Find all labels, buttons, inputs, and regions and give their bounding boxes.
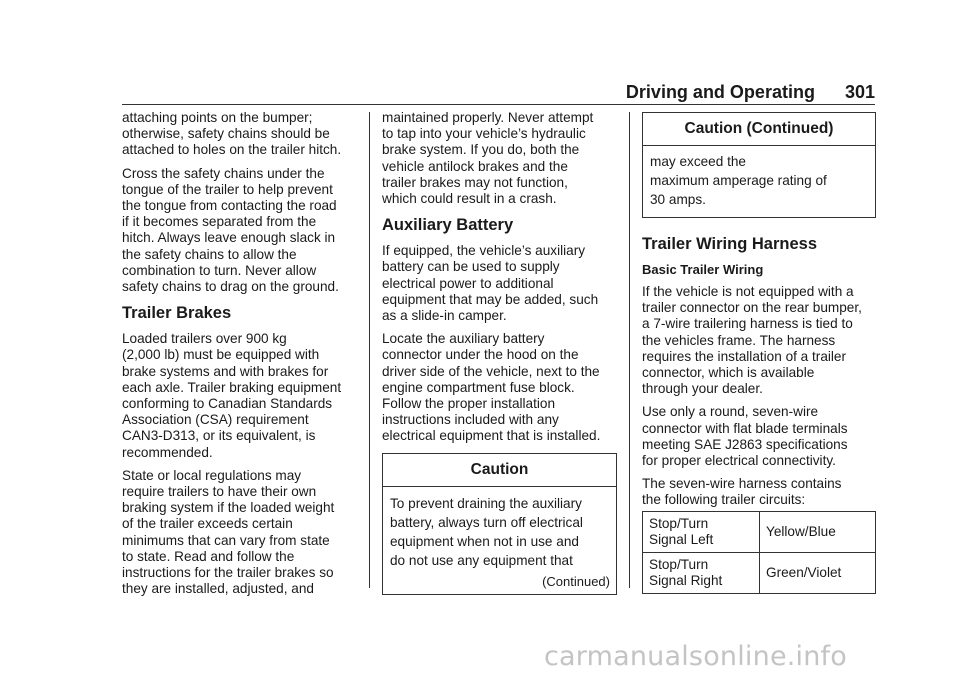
paragraph-harness-info: If the vehicle is not equipped with a trailer connector on the rear bumper, a 7-wire trailering harness is tied to the vehicles frame. The harness requires the installation of a trailer connector, which is available through your dealer.	[642, 284, 862, 397]
caution-box	[382, 453, 617, 595]
page-header	[122, 82, 875, 106]
heading-trailer-wiring-harness: Trailer Wiring Harness	[642, 235, 817, 253]
column-3	[642, 110, 876, 594]
caution-body: To prevent draining the auxiliary battery, always turn off electrical equipment when not in use and do not use any equipment that	[390, 495, 583, 568]
caution-continued-box	[642, 112, 876, 218]
paragraph-circuits-intro: The seven-wire harness contains the following trailer circuits:	[642, 476, 842, 508]
table-cell-circuit: Stop/Turn Signal Right	[643, 552, 760, 593]
column-divider-1	[369, 112, 370, 588]
paragraph-safety-chains: Cross the safety chains under the tongue of the trailer to help prevent the tongue from contacting the road if it becomes separated from the hitch. Always leave enough slack in the safety chains to allow the combination to turn. Never allow safety chains to drag on the ground.	[122, 165, 339, 295]
paragraph-connector-spec: Use only a round, seven-wire connector with flat blade terminals meeting SAE J2863 specifications for proper electrical connectivity.	[642, 404, 848, 469]
caution-title: Caution	[383, 454, 616, 487]
paragraph-battery-connector: Locate the auxiliary battery connector under the hood on the driver side of the vehicle, next to the engine compartment fuse block. Follow the proper installation instructions included with any electrical equipment that is installed.	[382, 331, 601, 444]
caution-continued-title: Caution (Continued)	[643, 113, 875, 146]
heading-trailer-brakes: Trailer Brakes	[122, 304, 232, 323]
watermark: carmanualsonline.info	[544, 641, 847, 672]
paragraph-bumper-attachment: attaching points on the bumper; otherwise, safety chains should be attached to holes on the trailer hitch.	[122, 110, 342, 158]
paragraph-brake-requirements: Loaded trailers over 900 kg (2,000 lb) must be equipped with brake systems and with brakes for each axle. Trailer braking equipment conforming to Canadian Standards Association (CSA) requirement CAN3-D313, or its equivalent, is recommended.	[122, 331, 342, 460]
section-title: Driving and Operating	[625, 82, 815, 102]
header-rule	[122, 104, 875, 105]
table-cell-color: Yellow/Blue	[760, 511, 876, 552]
table-cell-color: Green/Violet	[760, 552, 876, 593]
paragraph-state-regulations: State or local regulations may require trailers to have their own braking system if the loaded weight of the trailer exceeds certain minimums that can vary from state to state. Read and follow the instructions for the trailer brakes so they are installed, adjusted, and	[122, 467, 335, 597]
paragraph-auxiliary-battery: If equipped, the vehicle’s auxiliary battery can be used to supply electrical power to additional equipment that may be added, such as a slide-in camper.	[382, 243, 599, 324]
column-divider-2	[629, 112, 630, 588]
table-row	[643, 511, 876, 552]
trailer-circuits-table	[642, 511, 876, 594]
table-cell-circuit: Stop/Turn Signal Left	[643, 511, 760, 552]
caution-continued-label: (Continued)	[542, 573, 610, 589]
subheading-basic-trailer-wiring: Basic Trailer Wiring	[642, 262, 764, 277]
heading-auxiliary-battery: Auxiliary Battery	[382, 216, 514, 235]
column-1	[122, 110, 357, 604]
caution-continued-body: may exceed the maximum amperage rating of 30 amps.	[650, 154, 827, 207]
column-2	[382, 110, 617, 595]
paragraph-hydraulic-brake: maintained properly. Never attempt to tap into your vehicle’s hydraulic brake system. If you do, both the vehicle antilock brakes and the trailer brakes may not function, which could result in a crash.	[382, 110, 594, 207]
page-number: 301	[844, 82, 875, 102]
table-row	[643, 552, 876, 593]
